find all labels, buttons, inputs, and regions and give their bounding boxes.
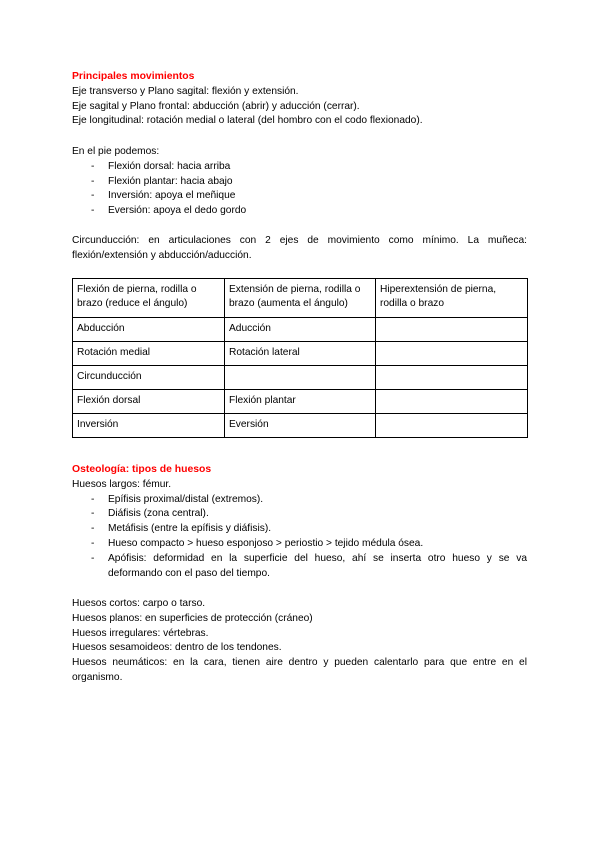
table-cell bbox=[376, 342, 528, 366]
table-cell: Rotación medial bbox=[73, 342, 225, 366]
axis-line-3: Eje longitudinal: rotación medial o lateral (del hombro con el codo flexionado). bbox=[72, 115, 423, 127]
table-cell: Inversión bbox=[73, 414, 225, 438]
table-cell: Flexión dorsal bbox=[73, 390, 225, 414]
table-header-row bbox=[73, 279, 528, 318]
table-cell bbox=[376, 318, 528, 342]
table-cell bbox=[225, 366, 376, 390]
axis-line-2: Eje sagital y Plano frontal: abducción (abrir) y aducción (cerrar). bbox=[72, 100, 360, 112]
foot-item-eversion: - Eversión: apoya el dedo gordo bbox=[89, 204, 532, 219]
other-bone-line: Huesos cortos: carpo o tarso. bbox=[72, 598, 206, 609]
table-cell: Aducción bbox=[225, 318, 376, 342]
long-bone-item: - Diáfisis (zona central). bbox=[89, 507, 532, 522]
table-row bbox=[73, 342, 528, 366]
other-bone-line: Huesos planos: en superficies de protección (cráneo) bbox=[72, 612, 313, 624]
long-bone-item: - Apófisis: deformidad en la superficie del hueso, ahí se inserta otro hueso y se va deformando con el paso del tiempo. bbox=[89, 552, 527, 582]
table-cell: Eversión bbox=[225, 414, 376, 438]
table-cell: Flexión plantar bbox=[225, 390, 376, 414]
foot-item-plantar: - Flexión plantar: hacia abajo bbox=[89, 175, 532, 190]
table-row bbox=[73, 366, 528, 390]
long-bones-intro: Huesos largos: fémur. bbox=[72, 478, 172, 490]
table-cell: Circunducción bbox=[73, 366, 225, 390]
table-cell: Rotación lateral bbox=[225, 342, 376, 366]
section-title-osteology: Osteología: tipos de huesos bbox=[72, 464, 212, 475]
table-row bbox=[73, 414, 528, 438]
foot-item-dorsal: - Flexión dorsal: hacia arriba bbox=[89, 160, 532, 175]
movements-table-wrapper bbox=[72, 278, 532, 438]
other-bone-line: Huesos sesamoideos: dentro de los tendones. bbox=[72, 642, 282, 654]
axis-line-1: Eje transverso y Plano sagital: flexión y extensión. bbox=[72, 85, 299, 97]
long-bones-list bbox=[89, 493, 532, 582]
movements-table bbox=[72, 278, 528, 438]
table-row bbox=[73, 318, 528, 342]
section-title-movements: Principales movimientos bbox=[72, 71, 195, 82]
table-cell: Abducción bbox=[73, 318, 225, 342]
table-cell bbox=[376, 414, 528, 438]
section-osteology bbox=[72, 463, 532, 581]
other-bone-line: Huesos irregulares: vértebras. bbox=[72, 627, 209, 639]
long-bone-item: - Epífisis proximal/distal (extremos). bbox=[89, 493, 532, 508]
circumduction-text: Circunducción: en articulaciones con 2 ejes de movimiento como mínimo. La muñeca: flexión/extensión y abducción/aducción. bbox=[72, 235, 527, 261]
foot-item-inversion: - Inversión: apoya el meñique bbox=[89, 189, 532, 204]
table-cell bbox=[376, 390, 528, 414]
foot-intro: En el pie podemos: bbox=[72, 146, 160, 157]
table-header-cell: Flexión de pierna, rodilla o brazo (reduce el ángulo) bbox=[73, 279, 225, 318]
circumduction-paragraph bbox=[72, 234, 532, 264]
section-movements bbox=[72, 70, 532, 129]
foot-movements bbox=[72, 145, 532, 219]
long-bone-item: - Hueso compacto > hueso esponjoso > periostio > tejido médula ósea. bbox=[89, 537, 532, 552]
table-header-cell: Hiperextensión de pierna, rodilla o brazo bbox=[376, 279, 528, 318]
foot-list bbox=[89, 160, 532, 219]
table-row bbox=[73, 390, 528, 414]
table-header-cell: Extensión de pierna, rodilla o brazo (aumenta el ángulo) bbox=[225, 279, 376, 318]
table-cell bbox=[376, 366, 528, 390]
other-bones bbox=[72, 597, 532, 686]
other-bone-line: Huesos neumáticos: en la cara, tienen aire dentro y pueden calentarlo para que entre en el organismo. bbox=[72, 657, 527, 683]
long-bone-item: - Metáfisis (entre la epífisis y diáfisis). bbox=[89, 522, 532, 537]
